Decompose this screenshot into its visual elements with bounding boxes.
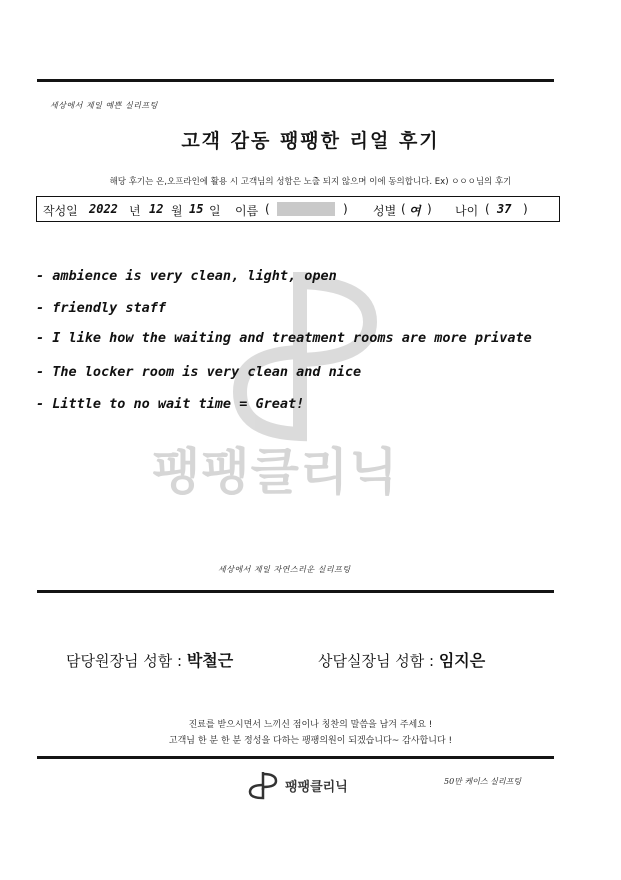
age-label: 나이	[455, 204, 479, 218]
month-value: 12	[149, 202, 164, 216]
top-divider	[37, 79, 554, 82]
day-value: 15	[189, 202, 204, 216]
gender-value: 여	[409, 204, 421, 218]
gender-close-paren: )	[427, 202, 432, 216]
director-signature	[66, 648, 233, 671]
age-open-paren: (	[485, 202, 490, 216]
age-close-paren: )	[523, 202, 528, 216]
age-value: 37	[497, 202, 512, 216]
footer-brand-name: 팽팽클리닉	[285, 780, 348, 795]
counselor-name: 임지은	[438, 651, 486, 670]
watermark-text: 팽팽클리닉	[152, 443, 399, 501]
info-box	[36, 196, 560, 222]
gender-open-paren: (	[401, 202, 406, 216]
name-close-paren: )	[343, 202, 348, 216]
review-line: - I like how the waiting and treatment rooms are more private	[36, 330, 532, 346]
director-name: 박철근	[186, 651, 234, 670]
year-value: 2022	[89, 202, 118, 216]
director-label: 담당원장님 성함 :	[66, 652, 183, 670]
clinic-logo-icon	[246, 770, 280, 800]
review-line: - Little to no wait time = Great!	[36, 396, 305, 412]
date-label: 작성일	[43, 204, 78, 218]
middle-tagline: 세상에서 제일 자연스러운 실리프팅	[218, 565, 351, 574]
top-tagline: 세상에서 제일 예쁜 실리프팅	[50, 101, 158, 110]
closing-line-1: 진료를 받으시면서 느끼신 점이나 칭찬의 말씀을 남겨 주세요 !	[188, 720, 433, 730]
month-unit: 월	[171, 204, 183, 218]
page-title: 고객 감동 팽팽한 리얼 후기	[181, 130, 440, 152]
day-unit: 일	[209, 204, 221, 218]
year-unit: 년	[129, 204, 141, 218]
clinic-logo-watermark-icon	[220, 262, 420, 452]
review-line: - The locker room is very clean and nice	[36, 364, 362, 380]
footer-note: 50만 케이스 실리프팅	[444, 777, 522, 786]
name-open-paren: (	[265, 202, 270, 216]
name-redaction	[277, 201, 335, 216]
counselor-signature	[318, 648, 485, 671]
closing-line-2: 고객님 한 분 한 분 정성을 다하는 팽팽의원이 되겠습니다~ 감사합니다 !	[168, 736, 453, 746]
counselor-label: 상담실장님 성함 :	[318, 652, 435, 670]
bottom-divider	[37, 756, 554, 759]
review-line: - ambience is very clean, light, open	[36, 268, 337, 284]
gender-label: 성별	[373, 204, 397, 218]
name-label: 이름	[235, 204, 259, 218]
consent-notice: 해당 후기는 온,오프라인에 활용 시 고객님의 성함은 노출 되지 않으며 이에 동의합니다. Ex) ㅇㅇㅇ님의 후기	[109, 177, 512, 187]
middle-divider	[37, 590, 554, 593]
review-line: - friendly staff	[36, 300, 167, 316]
